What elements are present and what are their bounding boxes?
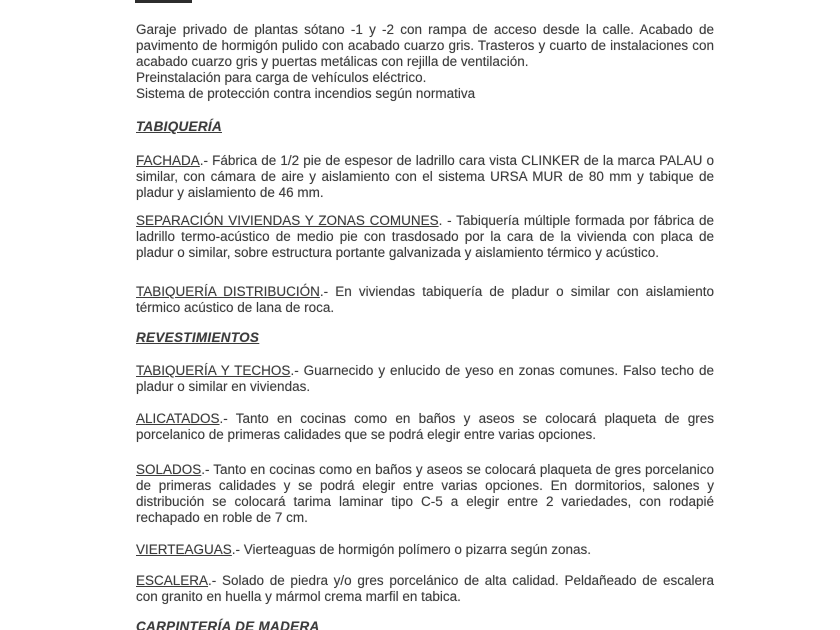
paragraph-tabiqueria-techos — [136, 363, 714, 395]
intro-line-preinstalacion — [136, 70, 714, 86]
section-heading-revestimientos: REVESTIMIENTOS — [136, 330, 260, 345]
paragraph-solados — [136, 462, 714, 526]
paragraph-vierteaguas-sep: .- — [231, 542, 244, 557]
paragraph-solados-label: SOLADOS — [136, 462, 202, 477]
intro-line-proteccion-incendios — [136, 86, 714, 102]
paragraph-fachada-text: Fábrica de 1/2 pie de espesor de ladrillo cara vista CLINKER de la marca PALAU o similar, con cámara de aire y aislamiento con el sistema URSA MUR de 80 mm y tabique de pladur y aislamiento de 46 mm. — [136, 153, 714, 200]
paragraph-separacion-viviendas — [136, 213, 714, 261]
paragraph-alicatados — [136, 411, 714, 443]
section-heading-tabiqueria: TABIQUERÍA — [136, 119, 222, 134]
paragraph-tabiqueria-techos-sep: .- — [290, 363, 304, 378]
paragraph-alicatados-sep: .- — [219, 411, 236, 426]
paragraph-separacion-label: SEPARACIÓN VIVIENDAS Y ZONAS COMUNES — [136, 213, 439, 228]
document-body — [136, 0, 714, 630]
paragraph-separacion-text: Tabiquería múltiple formada por fábrica de ladrillo termo-acústico de medio pie con trasdosado por la cara de la vivienda con placa de pladur o similar, sobre estructura portante galvanizada y aislamiento térmico y acústico. — [136, 213, 714, 260]
paragraph-escalera — [136, 573, 714, 605]
paragraph-separacion-sep: . - — [438, 213, 457, 228]
paragraph-alicatados-text: Tanto en cocinas como en baños y aseos se colocará plaqueta de gres porcelanico de primeras calidades que se podrá elegir entre varias opciones. — [136, 411, 714, 442]
paragraph-tabiqueria-techos-label: TABIQUERÍA Y TECHOS — [136, 363, 291, 378]
paragraph-fachada — [136, 153, 714, 201]
intro-line2-text: Preinstalación para carga de vehículos eléctrico. — [136, 70, 427, 85]
paragraph-escalera-label: ESCALERA — [136, 573, 209, 588]
paragraph-tabiqueria-distribucion-text: En viviendas tabiquería de pladur o similar con aislamiento térmico acústico de lana de roca. — [136, 284, 714, 315]
paragraph-tabiqueria-distribucion-label: TABIQUERÍA DISTRIBUCIÓN — [136, 284, 320, 299]
paragraph-tabiqueria-distribucion-sep: .- — [319, 284, 336, 299]
paragraph-vierteaguas-label: VIERTEAGUAS — [136, 542, 232, 557]
section-heading-carpinteria-madera: CARPINTERÍA DE MADERA — [136, 619, 320, 630]
paragraph-solados-text: Tanto en cocinas como en baños y aseos se colocará plaqueta de gres porcelanico de primeras calidades y se podrá elegir entre varias opciones. En dormitorios, salones y distribución se colocará tarima laminar tipo C-5 a elegir entre 2 variedades, con rodapié rechapado en roble de 7 cm. — [136, 462, 714, 525]
paragraph-escalera-sep: .- — [208, 573, 222, 588]
paragraph-fachada-sep: .- — [199, 153, 213, 168]
paragraph-fachada-label: FACHADA — [136, 153, 200, 168]
intro-line3-text: Sistema de protección contra incendios según normativa — [136, 86, 476, 101]
paragraph-vierteaguas — [136, 542, 714, 558]
paragraph-tabiqueria-techos-text: Guarnecido y enlucido de yeso en zonas comunes. Falso techo de pladur o similar en viviendas. — [136, 363, 715, 394]
paragraph-tabiqueria-distribucion — [136, 284, 714, 316]
intro-paragraph-text: Garaje privado de plantas sótano -1 y -2 con rampa de acceso desde la calle. Acabado de pavimento de hormigón pulido con acabado cuarzo gris. Trasteros y cuarto de instalaciones con acabado cuarzo gris y puertas metálicas con rejilla de ventilación. — [136, 22, 714, 69]
paragraph-escalera-text: Solado de piedra y/o gres porcelánico de alta calidad. Peldañeado de escalera con granito en huella y mármol crema marfil en tabica. — [136, 573, 715, 604]
intro-paragraph — [136, 22, 714, 70]
paragraph-solados-sep: .- — [201, 462, 214, 477]
paragraph-vierteaguas-text: Vierteaguas de hormigón polímero o pizarra según zonas. — [243, 542, 591, 557]
paragraph-alicatados-label: ALICATADOS — [136, 411, 220, 426]
